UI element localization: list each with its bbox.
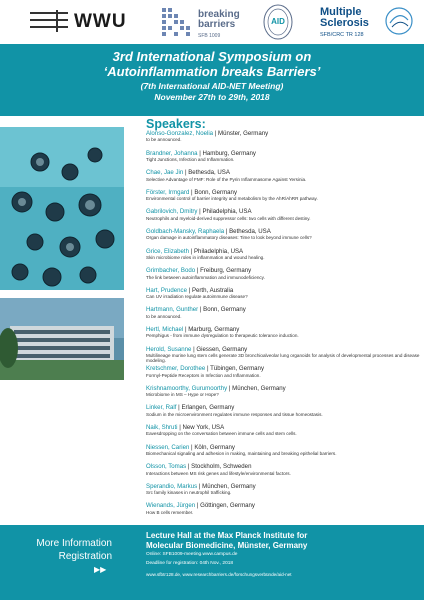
speaker-entry: [146, 169, 420, 189]
speaker-entry: [146, 189, 420, 209]
speaker-name: Hartmann, Gunther: [146, 306, 199, 314]
speaker-name: Alonso-Gonzalez, Noelia: [146, 130, 214, 137]
speaker-name-line: [146, 228, 420, 235]
symposium-title-line1: 3rd International Symposium on: [112, 49, 312, 64]
speaker-name-line: [146, 502, 420, 509]
ms-line1: Multiple: [320, 6, 362, 18]
speaker-location: | Freiburg, Germany: [195, 267, 252, 275]
speaker-name: Niessen, Carien: [146, 443, 190, 451]
talk-title: Microbiome in MS – Hype or Hope?: [146, 392, 219, 398]
speaker-name-line: [146, 287, 420, 294]
speaker-name: Kretschmer, Dorothee: [146, 365, 206, 373]
speaker-location: | Erlangen, Germany: [176, 404, 235, 412]
speaker-name-line: [146, 169, 420, 176]
building-illustration: [0, 298, 124, 380]
ms-line2: Sclerosis: [320, 17, 369, 29]
speaker-name-line: [146, 424, 420, 431]
speaker-location: | München, Germany: [197, 482, 256, 490]
microscopy-image: [0, 127, 124, 290]
wwu-emblem-icon: [30, 10, 68, 32]
talk-title: to be announced.: [146, 137, 182, 143]
speaker-entry: [146, 306, 420, 326]
talk-title: Neutrophils and myeloid-derived suppressor cells: two cells with different destiny.: [146, 215, 311, 221]
speaker-location: | Marburg, Germany: [183, 325, 240, 333]
multiple-sclerosis-logo: [314, 4, 418, 42]
speaker-name-line: [146, 444, 420, 451]
speaker-location: | Tübingen, Germany: [205, 365, 264, 373]
speaker-name-line: [146, 130, 420, 137]
talk-title: Eavesdropping on the conversation between immune cells and stem cells.: [146, 431, 297, 437]
online-registration[interactable]: Online: SFB1009-meeting.www.campus.de: [146, 552, 238, 557]
speaker-entry: [146, 483, 420, 503]
speaker-name-line: [146, 385, 420, 392]
speaker-name-line: [146, 346, 420, 353]
speaker-location: | Bonn, Germany: [189, 188, 237, 196]
aid-net-logo: [262, 3, 294, 41]
symposium-dates: November 27th to 29th, 2018: [154, 92, 270, 102]
arrow-right-icon[interactable]: ▶▶: [94, 565, 107, 574]
ms-emblem-icon: [384, 6, 414, 36]
talk-title: to be announced.: [146, 313, 182, 319]
speaker-entry: [146, 248, 420, 268]
talk-title: Src family kinases in neutrophil trafficking.: [146, 490, 232, 496]
talk-title: Biomechanical signaling and adhesion in making, maintaining and breaking epithelial barriers.: [146, 450, 337, 456]
logo-bar: [0, 0, 424, 44]
talk-title: Can UV irradiation regulate autoimmune disease?: [146, 294, 248, 300]
venue-info: [146, 531, 416, 578]
speaker-location: | Bethesda, USA: [224, 227, 271, 235]
speaker-entry: [146, 130, 420, 150]
speaker-location: | Bonn, Germany: [198, 306, 246, 314]
speaker-location: | New York, USA: [177, 423, 225, 431]
speaker-entry: [146, 267, 420, 287]
speaker-location: | München, Germany: [227, 384, 286, 392]
speaker-name-line: [146, 326, 420, 333]
speaker-name: Herold, Susanne: [146, 345, 192, 353]
talk-title: Pemphigus - from immune dysregulation to therapeutic tolerance induction.: [146, 333, 299, 339]
speaker-entry: [146, 326, 420, 346]
speaker-location: | Perth, Australia: [186, 286, 234, 294]
speaker-entry: [146, 463, 420, 483]
speaker-location: | Köln, Germany: [189, 443, 235, 451]
talk-title: Environmental control of barrier integrity and metabolism by the AhR/AhRR pathway.: [146, 196, 318, 202]
speaker-name: Wienands, Jürgen: [146, 502, 196, 510]
speaker-name: Sperandio, Markus: [146, 482, 198, 490]
speaker-location: | Philadelphia, USA: [197, 208, 252, 216]
speaker-location: | Hamburg, Germany: [197, 149, 256, 157]
speaker-name: Olsson, Tomas: [146, 463, 187, 471]
speaker-name-line: [146, 463, 420, 470]
speaker-entry: [146, 404, 420, 424]
speaker-entry: [146, 228, 420, 248]
speaker-name: Förster, Irmgard: [146, 188, 190, 196]
speaker-name-line: [146, 267, 420, 274]
speaker-entry: [146, 424, 420, 444]
talk-title: Interactions between MS risk genes and lifestyle/environmental factors.: [146, 470, 291, 476]
talk-title: Tight Junctions, Infection and Inflammation.: [146, 157, 235, 162]
speaker-name-line: [146, 150, 420, 157]
breaking-barriers-logo: [160, 4, 250, 40]
symposium-title-line2: ‘Autoinflammation breaks Barriers’: [103, 64, 321, 79]
bacteria-illustration: [0, 127, 124, 290]
speaker-name: Grimbacher, Bodo: [146, 267, 196, 275]
speaker-name: Hertl, Michael: [146, 325, 184, 333]
ms-sub: SFB/CRC TR 128: [320, 32, 364, 38]
wwu-logo: [30, 6, 140, 36]
speaker-name: Naik, Shruti: [146, 423, 178, 431]
talk-title: Organ damage in autoinflammatory diseases: Time to look beyond immune cells?: [146, 235, 312, 241]
bb-line2: barriers: [198, 19, 236, 30]
speakers-list: [146, 130, 420, 522]
more-info-line1: More Information: [36, 538, 112, 549]
speaker-name: Goldbach-Mansky, Raphaela: [146, 227, 225, 235]
more-info-link[interactable]: [26, 537, 112, 563]
breaking-barriers-mark-icon: [160, 6, 194, 38]
speaker-entry: [146, 444, 420, 464]
speaker-entry: [146, 365, 420, 385]
speaker-name: Grice, Elizabeth: [146, 247, 190, 255]
speaker-name-line: [146, 208, 420, 215]
speaker-name: Chae, Jae Jin: [146, 169, 184, 177]
talk-title: Skin microbiome roles in inflammation and wound healing.: [146, 254, 265, 260]
speaker-entry: [146, 385, 420, 405]
speaker-name-line: [146, 404, 420, 411]
speaker-name-line: [146, 248, 420, 255]
speaker-name-line: [146, 365, 420, 372]
speaker-name: Hart, Prudence: [146, 286, 187, 294]
speaker-name: Brandner, Johanna: [146, 149, 198, 157]
speaker-location: | Philadelphia, USA: [189, 247, 244, 255]
more-info-line2: Registration: [58, 551, 112, 562]
registration-deadline: Deadline for registration: 04th Nov., 2018: [146, 561, 234, 566]
talk-title: Selective Advantage of FMF: Role of the Pyrin Inflammasome Against Yersinia.: [146, 176, 307, 182]
speaker-name-line: [146, 306, 420, 313]
speaker-location: | Giessen, Germany: [191, 345, 248, 353]
speaker-entry: [146, 346, 420, 366]
speaker-entry: [146, 287, 420, 307]
venue-line1: Lecture Hall at the Max Planck Institute for: [146, 531, 308, 540]
speaker-location: | Münster, Germany: [213, 130, 269, 137]
talk-title: Multilineage murine lung stem cells generate 3D bronchioalveolar lung organoids for analysis of developmental processes and disease modeling.: [146, 352, 420, 364]
wwu-logo-text: WWU: [74, 11, 127, 32]
speaker-name: Gabrilovich, Dmitry: [146, 208, 198, 216]
website-links[interactable]: www.sfbtr128.de, www.researchbarriers.de/forschungsverbünde/aid-net: [146, 572, 292, 577]
title-band: [0, 44, 424, 116]
talk-title: How B cells remember.: [146, 509, 194, 515]
institute-building-image: [0, 298, 124, 380]
venue-line2: Molecular Biomedicine, Münster, Germany: [146, 540, 308, 550]
speaker-name-line: [146, 189, 420, 196]
speaker-entry: [146, 150, 420, 170]
talk-title: Formyl-Peptide Receptors in Infection and Inflammation.: [146, 372, 261, 378]
talk-title: The link between autoinflammation and immunodeficiency.: [146, 274, 265, 280]
speaker-entry: [146, 208, 420, 228]
speaker-name: Linker, Ralf: [146, 404, 177, 412]
bb-sub: SFB 1009: [198, 33, 221, 39]
speaker-name: Krishnamoorthy, Gurumoorthy: [146, 384, 228, 392]
speaker-location: | Stockholm, Schweden: [186, 463, 252, 471]
aid-logo-text: AID: [271, 17, 285, 26]
speaker-name-line: [146, 483, 420, 490]
speaker-location: | Bethesda, USA: [183, 169, 230, 177]
talk-title: Sodium in the microenvironment regulates immune responses and tissue homeostasis.: [146, 411, 323, 417]
bb-line1: breaking: [198, 9, 240, 20]
speaker-location: | Göttingen, Germany: [195, 502, 255, 510]
symposium-subtitle: (7th International AID-NET Meeting): [140, 81, 284, 91]
speakers-heading: Speakers:: [146, 117, 206, 131]
speaker-entry: [146, 502, 420, 522]
